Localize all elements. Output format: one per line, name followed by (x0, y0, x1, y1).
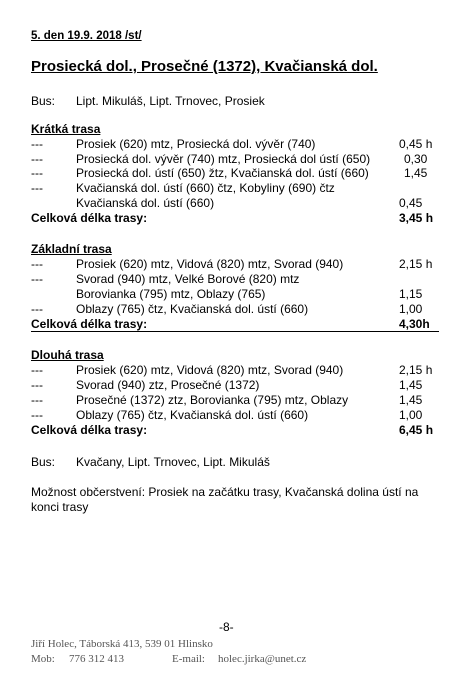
row-time: 1,00 (399, 302, 423, 316)
row-dash: --- (31, 378, 43, 392)
day-date: 5. den 19.9. 2018 /st/ (31, 30, 142, 42)
bus-top-value: Lipt. Mikuláš, Lipt. Trnovec, Prosiek (76, 94, 265, 108)
row-description: Kvačianská dol. ústí (660) čtz, Kobyliny (690) čtz (76, 181, 335, 195)
route-row (31, 166, 439, 181)
row-time: 2,15 h (399, 257, 433, 271)
row-description: Borovianka (795) mtz, Oblazy (765) (76, 287, 266, 301)
row-time: 1,45 (399, 393, 423, 407)
row-time: 0,45 (399, 196, 423, 210)
refreshment-note: Možnost občerstvení: Prosiek na začátku trasy, Kvačanská dolina ústí na konci trasy (31, 485, 419, 514)
route-row (31, 287, 439, 302)
row-dash: --- (31, 408, 43, 422)
bus-top (31, 94, 431, 109)
row-description: Prosiek (620) mtz, Vidová (820) mtz, Svorad (940) (76, 257, 344, 271)
row-time: 1,45 (404, 166, 428, 180)
route-row (31, 378, 439, 393)
page-title: Prosiecká dol., Prosečné (1372), Kvačianská dol. (31, 58, 378, 75)
row-description: Prosiecká dol. ústí (650) žtz, Kvačianská dol. ústí (660) (76, 166, 369, 180)
route-row (31, 181, 439, 196)
row-description: Prosiek (620) mtz, Prosiecká dol. vývěr (740) (76, 137, 316, 151)
footer-email-value: holec.jirka@unet.cz (218, 653, 307, 665)
row-description: Prosečné (1372) ztz, Borovianka (795) mtz, Oblazy (76, 393, 349, 407)
row-dash: --- (31, 166, 43, 180)
row-description: Svorad (940) mtz, Velké Borové (820) mtz (76, 272, 300, 286)
footer-email-label: E-mail: (172, 653, 205, 665)
route-row (31, 152, 439, 167)
row-dash: --- (31, 137, 43, 151)
bus-top-label: Bus: (31, 94, 56, 108)
row-description: Svorad (940) ztz, Prosečné (1372) (76, 378, 260, 392)
row-dash: --- (31, 257, 43, 271)
total-value: 3,45 h (399, 211, 434, 225)
section-heading-long: Dlouhá trasa (31, 348, 104, 362)
row-dash: --- (31, 302, 43, 316)
total-short (31, 211, 439, 226)
bus-bottom-label: Bus: (31, 455, 56, 469)
total-value: 4,30h (399, 317, 430, 331)
row-dash: --- (31, 363, 43, 377)
row-time: 0,45 h (399, 137, 433, 151)
row-description: Kvačianská dol. ústí (660) (76, 196, 215, 210)
route-row (31, 393, 439, 408)
route-row (31, 363, 439, 378)
footer-mob-label: Mob: (31, 653, 55, 665)
section-heading-basic: Základní trasa (31, 242, 112, 256)
row-dash: --- (31, 152, 43, 166)
page-number: -8- (219, 620, 234, 634)
route-row (31, 302, 439, 317)
row-time: 0,30 (404, 152, 428, 166)
route-row (31, 272, 439, 287)
section-heading-short: Krátká trasa (31, 122, 101, 136)
total-label: Celková délka trasy: (31, 317, 148, 331)
row-time: 1,00 (399, 408, 423, 422)
row-description: Oblazy (765) čtz, Kvačianská dol. ústí (660) (76, 302, 309, 316)
footer-address: Jiří Holec, Táborská 413, 539 01 Hlinsko (31, 638, 213, 650)
route-row (31, 137, 439, 152)
bus-bottom-value: Kvačany, Lipt. Trnovec, Lipt. Mikuláš (76, 455, 270, 469)
route-row (31, 408, 439, 423)
total-label: Celková délka trasy: (31, 211, 148, 225)
route-row (31, 257, 439, 272)
total-long (31, 423, 439, 438)
total-basic (31, 317, 439, 332)
row-dash: --- (31, 181, 43, 195)
total-value: 6,45 h (399, 423, 434, 437)
row-description: Prosiecká dol. vývěr (740) mtz, Prosiecká dol ústí (650) (76, 152, 371, 166)
row-time: 1,15 (399, 287, 423, 301)
footer-mob-value: 776 312 413 (69, 653, 124, 665)
row-time: 2,15 h (399, 363, 433, 377)
row-dash: --- (31, 272, 43, 286)
row-time: 1,45 (399, 378, 423, 392)
bus-bottom (31, 455, 431, 470)
route-row (31, 196, 439, 211)
row-description: Prosiek (620) mtz, Vidová (820) mtz, Svorad (940) (76, 363, 344, 377)
row-description: Oblazy (765) čtz, Kvačianská dol. ústí (660) (76, 408, 309, 422)
row-dash: --- (31, 393, 43, 407)
total-label: Celková délka trasy: (31, 423, 148, 437)
